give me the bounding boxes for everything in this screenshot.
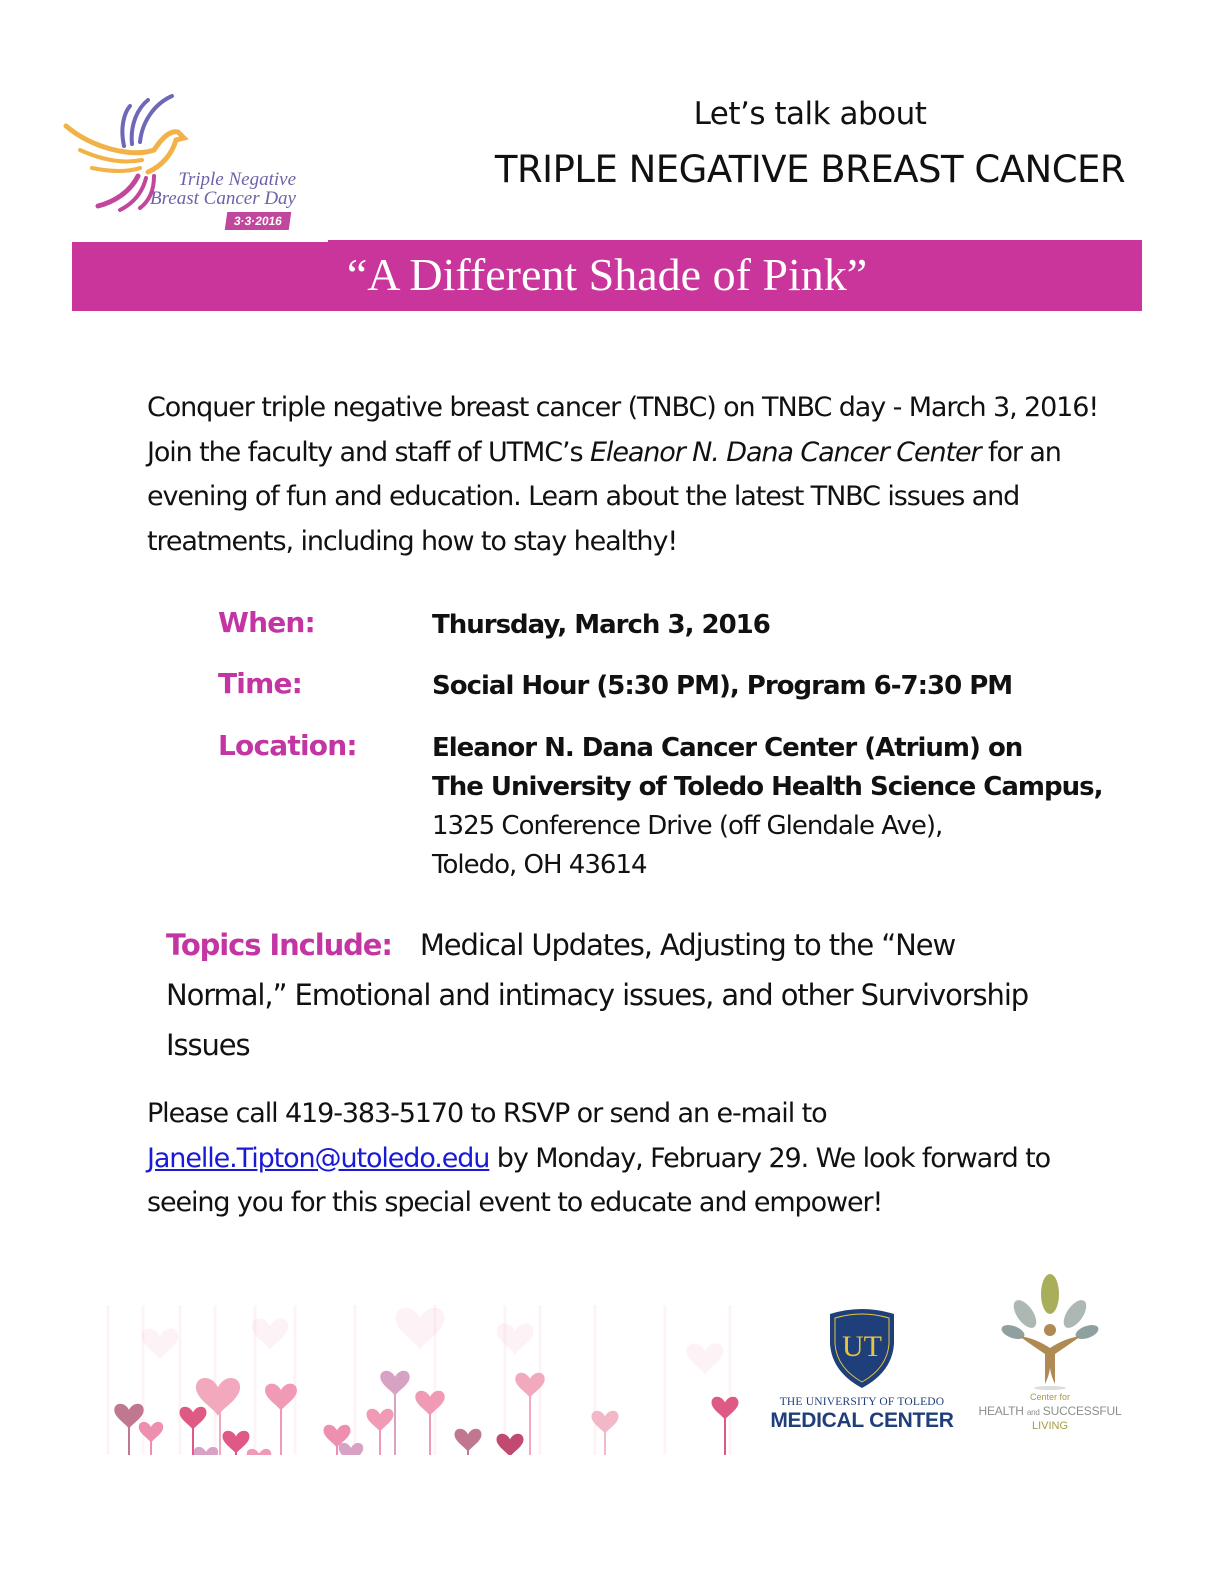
location-line-1: Eleanor N. Dana Cancer Center (Atrium) on xyxy=(432,733,1023,763)
location-line-4: Toledo, OH 43614 xyxy=(432,850,647,880)
logo-line-1: Triple Negative xyxy=(178,169,296,190)
time-value xyxy=(432,667,1012,706)
rsvp-text-2: by Monday, February 29. We look forward to seeing you for this special event to educate and empower! xyxy=(147,1142,1051,1218)
hearts-icon xyxy=(105,1280,755,1455)
location-line-3: 1325 Conference Drive (off Glendale Ave), xyxy=(432,811,943,841)
hsl-line-1: Center for xyxy=(1029,1392,1071,1402)
location-value xyxy=(432,729,1102,885)
location-label: Location: xyxy=(218,729,357,762)
svg-text:UT: UT xyxy=(842,1330,882,1363)
logo-date-badge: 3·3·2016 xyxy=(225,212,292,230)
rsvp-email-link[interactable]: Janelle.Tipton@utoledo.edu xyxy=(147,1142,490,1174)
hsl-health: HEALTH xyxy=(978,1404,1024,1418)
topics-label: Topics Include: xyxy=(166,928,392,962)
intro-paragraph xyxy=(147,386,1107,564)
hearts-decoration xyxy=(105,1280,755,1455)
tnbc-day-logo xyxy=(62,88,332,238)
when-value-text: Thursday, March 3, 2016 xyxy=(432,610,770,640)
when-label: When: xyxy=(218,606,315,639)
hsl-line-2 xyxy=(975,1404,1125,1418)
rsvp-text-1: Please call 419-383-5170 to RSVP or send an e-mail to xyxy=(147,1098,827,1129)
logo-text xyxy=(150,170,296,208)
intro-text-2: for an evening of fun and education. Learn about the latest TNBC issues and treatments, including how to stay healthy! xyxy=(147,436,1061,557)
when-value xyxy=(432,606,770,645)
hsl-line-3: LIVING xyxy=(1031,1420,1069,1432)
ut-medical-center-logo xyxy=(768,1300,956,1440)
health-successful-living-logo xyxy=(975,1272,1125,1457)
tree-person-icon xyxy=(975,1272,1125,1392)
logo-line-2: Breast Cancer Day xyxy=(150,188,296,209)
topics-section xyxy=(166,920,1046,1070)
topics-text: Medical Updates, Adjusting to the “New Normal,” Emotional and intimacy issues, and other Survivorship Issues xyxy=(166,928,1029,1062)
rsvp-paragraph xyxy=(147,1092,1107,1226)
banner-notch xyxy=(72,238,328,242)
pretitle: Let’s talk about xyxy=(693,96,927,132)
banner-tagline: “A Different Shade of Pink” xyxy=(346,249,868,300)
ut-name-big: MEDICAL CENTER xyxy=(770,1409,954,1432)
intro-italic-center: Eleanor N. Dana Cancer Center xyxy=(589,436,981,468)
dove-icon xyxy=(62,88,332,238)
hsl-successful: SUCCESSFUL xyxy=(1042,1404,1122,1418)
intro-text-1: Conquer triple negative breast cancer (TNBC) on TNBC day - March 3, 2016! Join the faculty and staff of UTMC’s xyxy=(147,392,1099,468)
location-line-2: The University of Toledo Health Science Campus, xyxy=(432,772,1103,802)
time-value-text: Social Hour (5:30 PM), Program 6-7:30 PM xyxy=(432,671,1013,701)
page-title: TRIPLE NEGATIVE BREAST CANCER xyxy=(494,148,1126,191)
ut-name-small: THE UNIVERSITY OF TOLEDO xyxy=(779,1396,945,1408)
hsl-and: and xyxy=(1026,1408,1040,1417)
ut-shield-icon xyxy=(768,1300,956,1395)
time-label: Time: xyxy=(218,667,303,700)
